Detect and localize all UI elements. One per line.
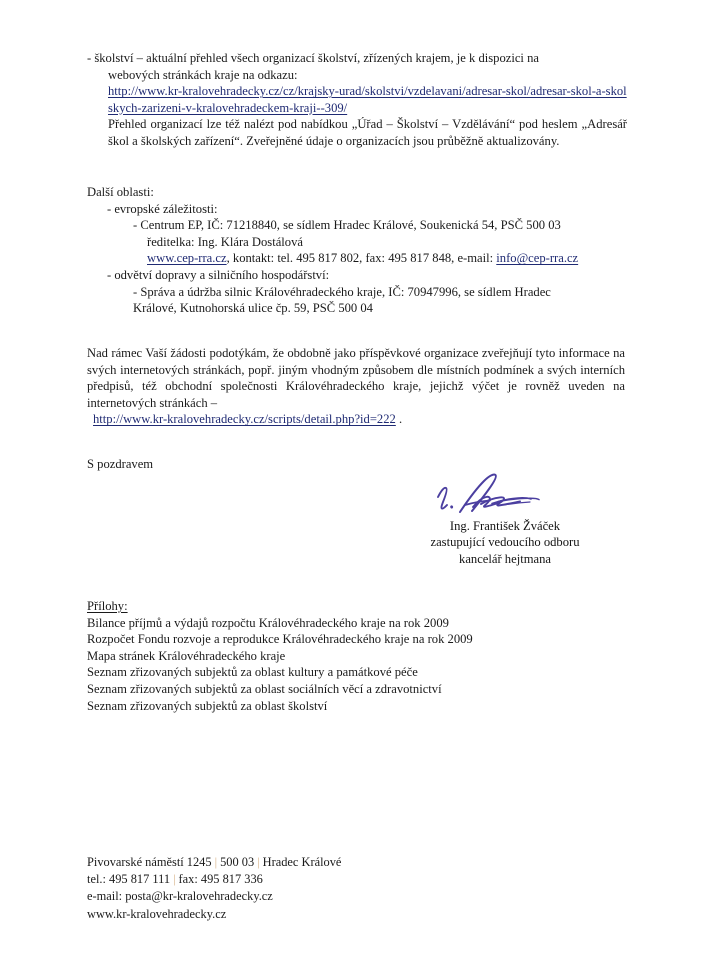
- attachments-list: [87, 615, 587, 715]
- attachments-heading-row: [87, 598, 587, 615]
- footer-email-line: e-mail: posta@kr-kralovehradecky.cz: [87, 889, 273, 904]
- footer-separator-icon: |: [214, 855, 218, 869]
- footer-web-line: www.kr-kralovehradecky.cz: [87, 906, 227, 921]
- centrum-ep-director: ředitelka: Ing. Klára Dostálová: [147, 234, 303, 249]
- signature-names: [380, 518, 630, 567]
- skolstvi-line-3: Přehled organizací lze též nalézt pod nabídkou „Úřad – Školství – Vzdělávání“ pod heslem „Adresář škol a školských zařízení“. Zveřejněné údaje o organizacích jsou průběžně aktualizovány.: [108, 117, 627, 148]
- page-footer: [87, 854, 341, 923]
- skolstvi-url-link[interactable]: http://www.kr-kralovehradecky.cz/cz/krajsky-urad/skolstvi/vzdelavani/adresar-skol/adresar-skol-a-skolskych-zarizeni-v-kralovehradeckem-kraji--309/: [108, 84, 627, 115]
- handwritten-signature-icon: [432, 472, 562, 524]
- obchodni-spolecnosti-url-link[interactable]: http://www.kr-kralovehradecky.cz/scripts/detail.php?id=222: [93, 412, 396, 427]
- centrum-ep-line: - Centrum EP, IČ: 71218840, se sídlem Hradec Králové, Soukenická 54, PSČ 500 03: [133, 218, 561, 233]
- list-item: Bilance příjmů a výdajů rozpočtu Královéhradeckého kraje na rok 2009: [87, 615, 449, 630]
- main-paragraph-text: Nad rámec Vaší žádosti podotýkám, že obdobně jako příspěvkové organizace zveřejňují tyto informace na svých internetových stránkách, popř. jiným vhodným způsobem dle místních podmínek a svých interních předpisů, též obchodní společnosti Královéhradeckého kraje, jejichž výčet je rovněž uveden na internetových stránkách –: [87, 346, 625, 410]
- attachments-heading: Přílohy:: [87, 599, 128, 613]
- footer-fax: fax: 495 817 336: [178, 872, 263, 887]
- list-item: Seznam zřizovaných subjektů za oblast kultury a památkové péče: [87, 665, 418, 680]
- list-item: Seznam zřizovaných subjektů za oblast školství: [87, 698, 328, 713]
- susk-line-2: Králové, Kutnohorská ulice čp. 59, PSČ 500 04: [133, 301, 373, 316]
- signatory-name: Ing. František Žváček: [449, 519, 561, 533]
- attachments-block: [87, 598, 587, 714]
- evropske-label: - evropské záležitosti:: [107, 201, 218, 216]
- section-skolstvi: [87, 50, 627, 150]
- footer-address-line: [87, 854, 341, 871]
- footer-separator-icon: |: [173, 872, 176, 887]
- skolstvi-url-wrap: [87, 83, 627, 116]
- main-paragraph-url-wrap: [87, 411, 625, 428]
- signatory-role-2: kancelář hejtmana: [459, 551, 551, 566]
- cep-web-link[interactable]: www.cep-rra.cz: [147, 251, 227, 266]
- footer-city: Hradec Králové: [262, 855, 342, 869]
- list-item: Seznam zřizovaných subjektů za oblast sociálních věcí a zdravotnictví: [87, 681, 442, 696]
- skolstvi-line-2: webových stránkách kraje na odkazu:: [108, 67, 298, 82]
- cep-contact-text: , kontakt: tel. 495 817 802, fax: 495 817 848, e-mail:: [226, 251, 497, 266]
- doprava-label: - odvětví dopravy a silničního hospodářství:: [107, 267, 330, 282]
- footer-street: Pivovarské náměstí 1245: [87, 855, 212, 869]
- dalsi-oblasti-heading: Další oblasti:: [87, 185, 154, 199]
- footer-phone-line: [87, 871, 341, 888]
- list-item: Rozpočet Fondu rozvoje a reprodukce Královéhradeckého kraje na rok 2009: [87, 632, 473, 647]
- footer-separator-icon: |: [257, 855, 260, 869]
- signatory-role-1: zastupující vedoucího odboru: [430, 535, 580, 550]
- cep-email-link[interactable]: info@cep-rra.cz: [496, 251, 579, 266]
- skolstvi-line-1: - školství – aktuální přehled všech organizací školství, zřízených krajem, je k dispozici na: [87, 51, 539, 65]
- footer-tel: tel.: 495 817 111: [87, 872, 171, 887]
- main-paragraph-block: [87, 345, 625, 428]
- section-dalsi-oblasti: [87, 184, 632, 317]
- list-item: Mapa stránek Královéhradeckého kraje: [87, 648, 286, 663]
- centrum-ep-contact: [87, 250, 632, 267]
- footer-zip: 500 03: [220, 855, 255, 869]
- susk-line-1: - Správa a údržba silnic Královéhradeckého kraje, IČ: 70947996, se sídlem Hradec: [133, 284, 551, 299]
- url-period: .: [398, 412, 403, 427]
- closing-salutation: S pozdravem: [87, 457, 154, 471]
